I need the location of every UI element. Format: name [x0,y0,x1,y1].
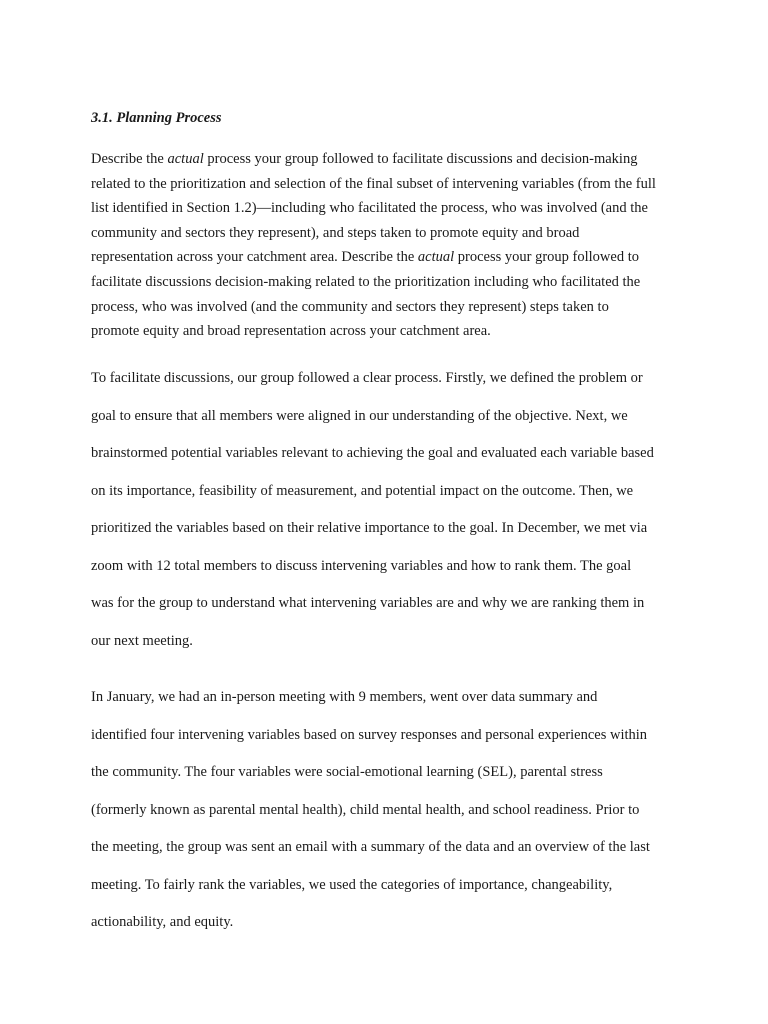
emphasis-actual: actual [167,151,204,167]
answer-line: meeting. To fairly rank the variables, we used the categories of importance, changeability, [91,876,613,893]
answer-line: on its importance, feasibility of measurement, and potential impact on the outcome. Then, we [91,482,634,499]
prompt-line: Describe the actual process your group followed to facilitate discussions and decision-making [91,151,638,167]
answer-line: the community. The four variables were social-emotional learning (SEL), parental stress [91,764,603,780]
answer-line: To facilitate discussions, our group followed a clear process. Firstly, we defined the problem or [91,370,643,386]
emphasis-actual: actual [417,249,455,266]
answer-line: brainstormed potential variables relevant to achieving the goal and evaluated each variable based [91,445,654,461]
prompt-line: related to the prioritization and selection of the final subset of intervening variables (from the full [91,175,656,192]
section-heading: 3.1. Planning Process [91,110,222,126]
answer-line: was for the group to understand what intervening variables are and why we are ranking them in [91,595,645,611]
prompt-line: promote equity and broad representation across your catchment area. [91,323,491,340]
answer-line: (formerly known as parental mental health), child mental health, and school readiness. Prior to [91,801,640,818]
prompt-line: list identified in Section 1.2)—including who facilitated the process, who was involved (and the [91,200,648,217]
answer-line: identified four intervening variables based on survey responses and personal experiences within [91,726,648,743]
prompt-line: facilitate discussions decision-making related to the prioritization including who facilitated the [91,273,641,290]
prompt-line: representation across your catchment area. Describe the actual process your group followed to [91,249,639,266]
prompt-paragraph [91,147,671,344]
answer-line: the meeting, the group was sent an email with a summary of the data and an overview of the last [91,839,650,855]
answer-line: our next meeting. [91,632,193,649]
prompt-line: process, who was involved (and the community and sectors they represent) steps taken to [91,298,609,315]
answer-line: prioritized the variables based on their relative importance to the goal. In December, we met via [91,520,648,536]
answer-line: goal to ensure that all members were aligned in our understanding of the objective. Next, we [91,407,628,424]
answer-line: In January, we had an in-person meeting with 9 members, went over data summary and [91,689,598,705]
answer-line: zoom with 12 total members to discuss intervening variables and how to rank them. The goal [91,557,632,574]
prompt-line: community and sectors they represent), and steps taken to promote equity and broad [91,224,580,241]
answer-paragraph-1 [91,360,671,660]
answer-paragraph-2 [91,679,671,942]
answer-line: actionability, and equity. [91,914,234,930]
